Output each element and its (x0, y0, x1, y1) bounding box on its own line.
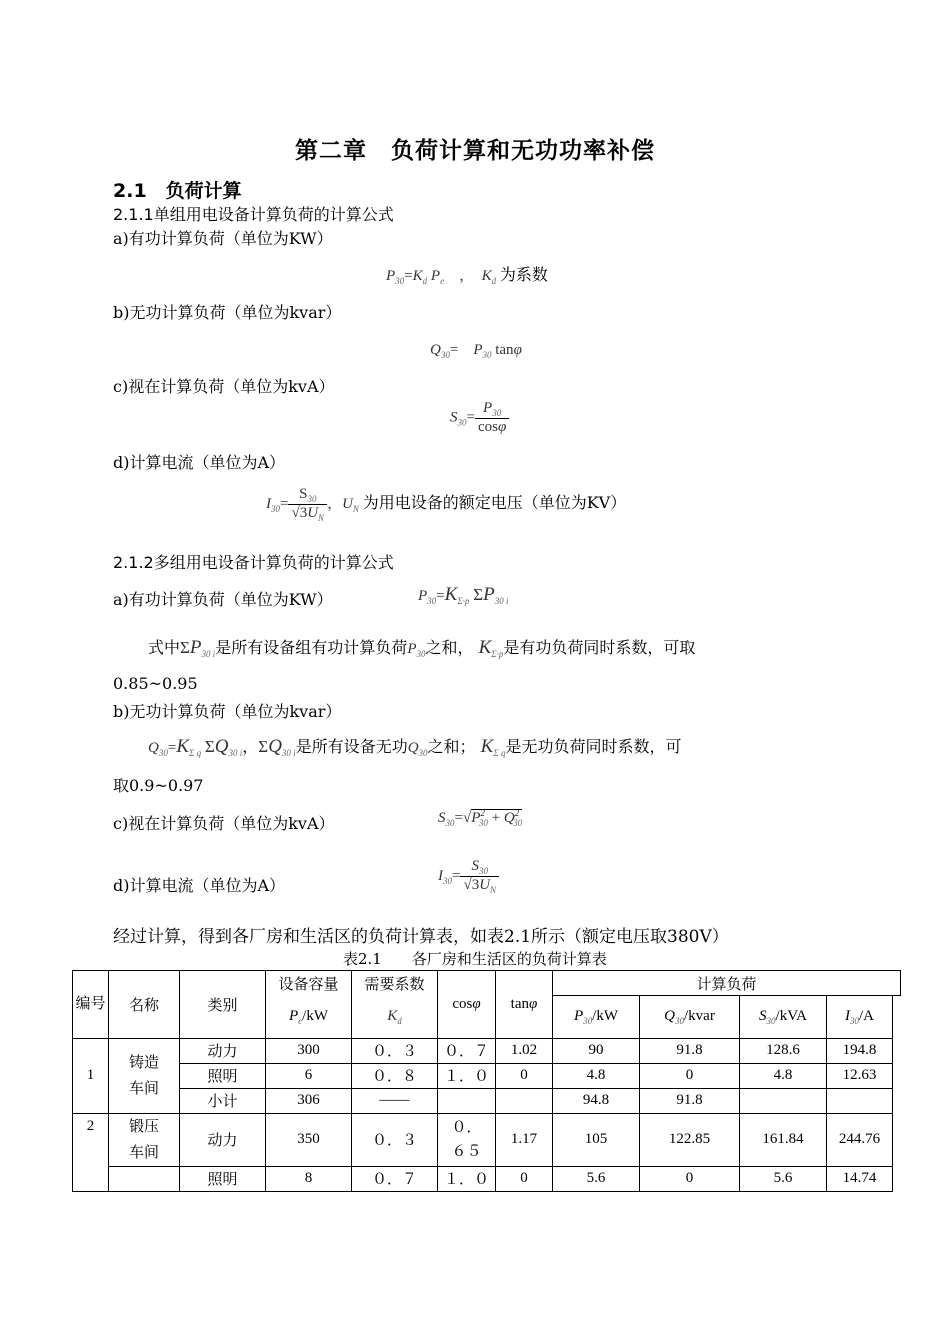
cell-kd: ０．７ (352, 1166, 438, 1191)
header-no: 编号 (73, 971, 109, 1039)
sub2-b-label: b)无功计算负荷（单位为kvar） (113, 702, 342, 721)
cell-tan: 0 (496, 1063, 553, 1088)
table-row (73, 1088, 901, 1113)
sub1-c-label: c)视在计算负荷（单位为kvA） (113, 377, 335, 396)
table-row (73, 1063, 901, 1088)
sub2-b-text4: 是无功负荷同时系数，可 (505, 737, 682, 756)
cell-p30: 94.8 (553, 1088, 640, 1113)
sub1-a-note: 为系数 (499, 265, 548, 284)
chapter-title: 第二章 负荷计算和无功功率补偿 (295, 138, 655, 164)
cell-type: 动力 (180, 1038, 266, 1063)
cell-i30: 14.74 (827, 1166, 893, 1191)
cell-s30: 128.6 (740, 1038, 827, 1063)
sub2-a-text: 式中$\Sigma P_{30 i}$是所有设备组有功计算负荷$P_{30}$之和， $K_{\Sigma\cdot p}$是有功负荷同时系数，可取 (148, 637, 696, 659)
cell-q30: 0 (640, 1166, 740, 1191)
subsection-heading-1: 2.1.1单组用电设备计算负荷的计算公式 (113, 205, 394, 224)
sub2-a-range: 0.85~0.95 (113, 674, 198, 693)
sub2-a-text3: 之和， (425, 638, 474, 657)
sub2-b-text2: 是所有设备无功 (295, 737, 408, 756)
header-kd: 需要系数 (352, 971, 438, 996)
cell-cos: ０．７ (438, 1038, 496, 1063)
sub2-a-text2: 是所有设备组有功计算负荷 (215, 638, 408, 657)
cell-kd: ０．３ (352, 1113, 438, 1166)
formula-s30: $S_{30}=$ $\frac{P_{30}}{\cos\varphi}$ (450, 400, 509, 436)
cell-pe: 350 (266, 1113, 352, 1166)
formula-i30: $I_{30}=$ $\frac{S_{30}}{√3U_N}$ ，$U_N$ 为用电设备的额定电压（单位为KV） (266, 486, 627, 523)
header-tan: tanφ (496, 971, 553, 1039)
cell-s30 (740, 1088, 827, 1113)
cell-i30: 194.8 (827, 1038, 893, 1063)
cell-s30: 5.6 (740, 1166, 827, 1191)
cell-s30: 4.8 (740, 1063, 827, 1088)
cell-type: 小计 (180, 1088, 266, 1113)
cell-p30: 4.8 (553, 1063, 640, 1088)
header-calc-load: 计算负荷 (553, 971, 901, 996)
group-no: 1 (73, 1038, 109, 1113)
table-row (73, 1038, 901, 1063)
cell-kd: ０．８ (352, 1063, 438, 1088)
cell-tan: 1.17 (496, 1113, 553, 1166)
cell-cos: １．０ (438, 1063, 496, 1088)
sub1-d-label: d)计算电流（单位为A） (113, 453, 286, 472)
table-caption (343, 948, 607, 969)
header-p30: $P_{30}/kW$ (553, 996, 640, 1039)
table-row (73, 1113, 901, 1166)
cell-kd: —— (352, 1088, 438, 1113)
header-i30-unit: /A (859, 1007, 874, 1024)
sub2-a-text1: 式中 (148, 638, 181, 657)
sub2-c-label: c)视在计算负荷（单位为kvA） (113, 814, 335, 833)
table-caption-text: 各厂房和生活区的负荷计算表 (411, 950, 607, 968)
cell-p30: 5.6 (553, 1166, 640, 1191)
subsection-heading-2: 2.1.2多组用电设备计算负荷的计算公式 (113, 553, 394, 572)
cell-kd: ０．３ (352, 1038, 438, 1063)
header-i30: $I_{30}/A$ (827, 996, 893, 1039)
header-cos: cosφ (438, 971, 496, 1039)
sub1-b-label: b)无功计算负荷（单位为kvar） (113, 303, 342, 322)
header-q30-unit: /kvar (684, 1007, 715, 1024)
header-p30-unit: /kW (592, 1007, 618, 1024)
header-pe-unit: /kW (302, 1007, 328, 1024)
cell-pe: 8 (266, 1166, 352, 1191)
cell-cos: ０．６５ (438, 1113, 496, 1166)
group-name: 铸造车间 (109, 1038, 180, 1113)
header-pe: $P_e/kW$ (266, 996, 352, 1039)
sub2-b-range: 取0.9~0.97 (113, 776, 204, 795)
cell-p30: 105 (553, 1113, 640, 1166)
cell-pe: 306 (266, 1088, 352, 1113)
formula-s30-multi: $S_{30}=√P^2_{30} + Q^2_{30}$ (438, 808, 523, 828)
cell-tan: 1.02 (496, 1038, 553, 1063)
cell-pe: 300 (266, 1038, 352, 1063)
cell-i30: 12.63 (827, 1063, 893, 1088)
sub2-a-text4: 是有功负荷同时系数，可取 (503, 638, 696, 657)
cell-tan (496, 1088, 553, 1113)
summary-text: 经过计算，得到各厂房和生活区的负荷计算表，如表2.1所示（额定电压取380V） (113, 927, 729, 947)
cell-type: 照明 (180, 1063, 266, 1088)
cell-s30: 161.84 (740, 1113, 827, 1166)
cell-i30 (827, 1088, 893, 1113)
sub2-d-label: d)计算电流（单位为A） (113, 876, 286, 895)
cell-cos: １．０ (438, 1166, 496, 1191)
cell-q30: 122.85 (640, 1113, 740, 1166)
table-caption-num: 表2.1 (343, 950, 382, 968)
cell-type: 动力 (180, 1113, 266, 1166)
cell-i30: 244.76 (827, 1113, 893, 1166)
cell-tan: 0 (496, 1166, 553, 1191)
table-row (73, 1166, 901, 1191)
formula-q30: $Q_{30}=$ $P_{30}$ tanφ (430, 342, 522, 360)
group-name: 锻压车间 (109, 1113, 180, 1166)
cell-q30: 0 (640, 1063, 740, 1088)
header-name: 名称 (109, 971, 180, 1039)
sub1-a-label: a)有功计算负荷（单位为KW） (113, 229, 333, 248)
sub2-b-text3: 之和； (427, 737, 476, 756)
sub2-a-label: a)有功计算负荷（单位为KW） (113, 590, 333, 609)
cell-q30: 91.8 (640, 1088, 740, 1113)
header-s30-unit: /kVA (775, 1007, 807, 1024)
header-q30: $Q_{30}$/kvar (640, 996, 740, 1039)
cell-q30: 91.8 (640, 1038, 740, 1063)
section-heading: 2.1 负荷计算 (113, 180, 242, 202)
cell-p30: 90 (553, 1038, 640, 1063)
cell-pe: 6 (266, 1063, 352, 1088)
header-capacity: 设备容量 (266, 971, 352, 996)
group-no: 2 (73, 1113, 109, 1191)
cell-cos (438, 1088, 496, 1113)
header-s30: $S_{30}$/kVA (740, 996, 827, 1039)
sub2-b-text: $Q_{30}=K_{\Sigma q}$ $\Sigma Q_{30 i}$，$\Sigma Q_{30 i}$是所有设备无功$Q_{30}$之和； $K_{\Sigma q}$是无功负荷同时系数，可 (148, 736, 682, 758)
formula-p30: $P_{30}=K_d$ $P_e$ ， $K_d$ 为系数 (386, 265, 548, 286)
sub1-d-note: 为用电设备的额定电压（单位为KV） (362, 492, 627, 512)
cell-type: 照明 (180, 1166, 266, 1191)
header-type: 类别 (180, 971, 266, 1039)
load-table (72, 970, 901, 1192)
header-kd-symbol: $K_d$ (352, 996, 438, 1039)
formula-p30-multi: $P_{30}=K_{\Sigma\cdot p}$ $\Sigma P_{30 i}$ (418, 584, 509, 606)
formula-i30-multi: $I_{30}=$ $\frac{S_{30}}{√3U_N}$ (438, 858, 499, 895)
